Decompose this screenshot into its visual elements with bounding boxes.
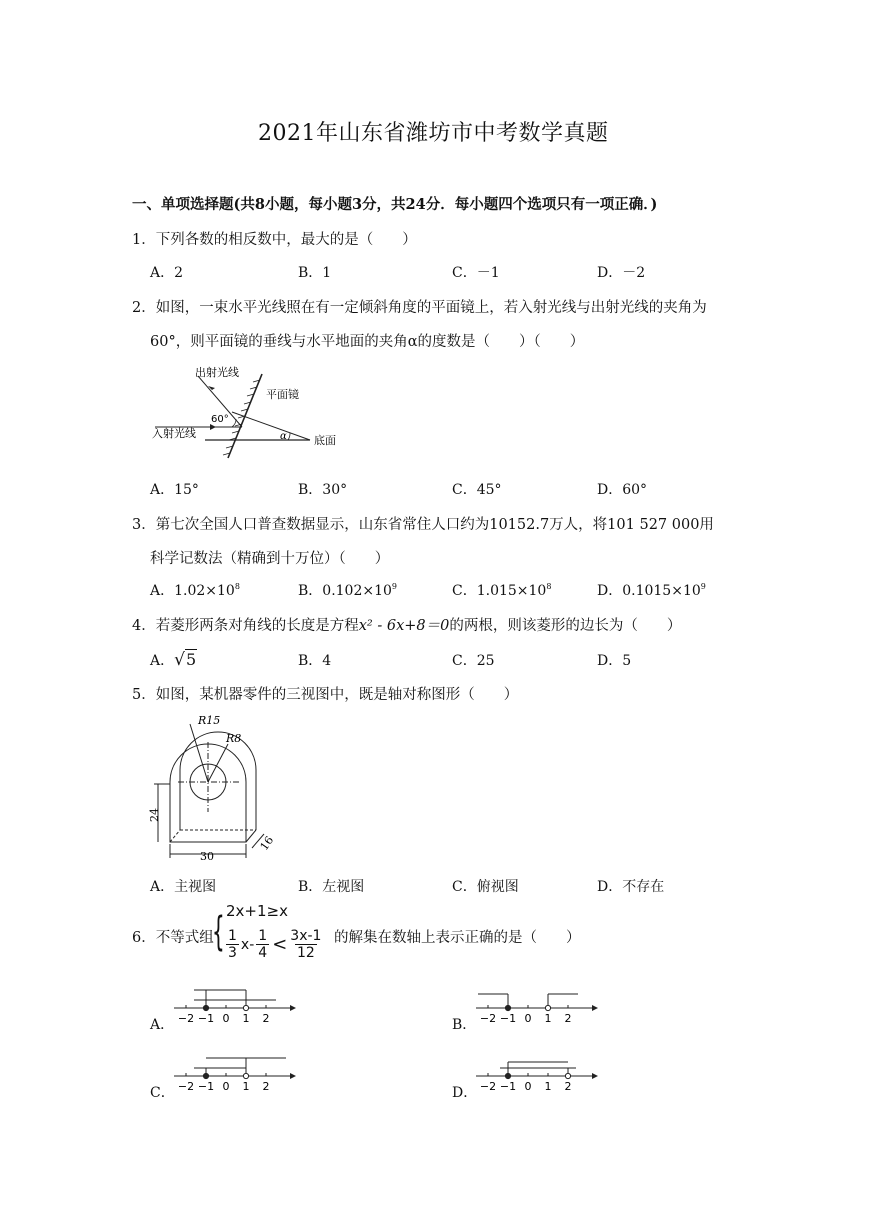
system-brace: { [212, 909, 225, 955]
q2-option-a: A．15° [150, 482, 199, 498]
q4-option-d: D．5 [597, 653, 632, 669]
number-line-a [172, 976, 297, 1026]
inequality-2: 1 3 x- 1 4 < 3x-1 12 [228, 928, 322, 961]
tick-label: 0 [222, 1012, 230, 1025]
q3-option-a: A．$1.02\times 10^8$ [150, 582, 240, 599]
label-16: 16 [257, 833, 277, 853]
number-line-c [172, 1044, 297, 1094]
closed-point [505, 1005, 510, 1010]
q5-option-a: A．主视图 [150, 879, 217, 895]
question-4-stem: 4．若菱形两条对角线的长度是方程x² - 6x+8＝0的两根，则该菱形的边长为（ ） [132, 618, 682, 634]
q6-option-b-letter: B． [452, 1017, 477, 1033]
number-line-d [474, 1044, 599, 1094]
label-30: 30 [200, 850, 214, 863]
label-r15: R15 [198, 714, 221, 727]
q5-option-d: D．不存在 [597, 879, 665, 895]
q3-option-c: C．$1.015\times 10^8$ [452, 582, 552, 599]
number-line-b [474, 976, 599, 1026]
question-6-stem-pre: 6．不等式组 [132, 930, 214, 946]
label-alpha: α [280, 431, 287, 442]
closed-point [505, 1073, 510, 1078]
axis-arrow [290, 1005, 296, 1011]
tick-label: 1 [242, 1080, 250, 1093]
q3-option-b: B．$0.102\times 10^9$ [298, 582, 398, 599]
question-3-stem-line1: 3．第七次全国人口普查数据显示，山东省常住人口约为10152.7万人，将101 527 000用 [132, 517, 714, 533]
question-2-stem-line1: 2．如图，一束水平光线照在有一定倾斜角度的平面镜上，若入射光线与出射光线的夹角为 [132, 300, 707, 316]
open-point [243, 1005, 248, 1010]
axis-arrow [592, 1005, 598, 1011]
tick-label: 0 [524, 1080, 532, 1093]
section-heading: 一、单项选择题(共8小题，每小题3分，共24分．每小题四个选项只有一项正确．) [132, 196, 658, 213]
axis-arrow [290, 1073, 296, 1079]
question-1-stem: 1．下列各数的相反数中，最大的是（ ） [132, 232, 417, 248]
q4-option-b: B．4 [298, 653, 332, 669]
question-2-stem-line2: 60°，则平面镜的垂线与水平地面的夹角α的度数是（ ）（ ） [150, 334, 585, 350]
q5-option-b: B．左视图 [298, 879, 365, 895]
q5-option-c: C．俯视图 [452, 879, 519, 895]
tick-label: 2 [262, 1080, 270, 1093]
label-ground: 底面 [314, 434, 336, 447]
q1-option-a: A．2 [150, 265, 184, 281]
mirror-reflection-figure [150, 362, 360, 462]
tick-label: −2 [177, 1080, 195, 1093]
question-6-stem-post: 的解集在数轴上表示正确的是（ ） [334, 930, 581, 946]
axis-arrow [592, 1073, 598, 1079]
tick-label: −1 [197, 1012, 215, 1025]
tick-label: −2 [177, 1012, 195, 1025]
tick-label: 1 [242, 1012, 250, 1025]
q1-option-c: C．－1 [452, 265, 500, 281]
question-5-stem: 5．如图，某机器零件的三视图中，既是轴对称图形（ ） [132, 687, 519, 703]
label-r8: R8 [226, 732, 242, 745]
closed-point [203, 1073, 208, 1078]
q6-option-d-letter: D． [452, 1085, 478, 1101]
q2-option-c: C．45° [452, 482, 502, 498]
label-mirror: 平面镜 [266, 388, 299, 401]
q2-option-b: B．30° [298, 482, 348, 498]
tick-label: −1 [499, 1012, 517, 1025]
q4-option-c: C．25 [452, 653, 495, 669]
label-outgoing-ray: 出射光线 [195, 366, 239, 379]
tick-label: 0 [524, 1012, 532, 1025]
page-title: 2021年山东省潍坊市中考数学真题 [258, 121, 609, 146]
tick-label: 2 [564, 1080, 572, 1093]
tick-label: −1 [197, 1080, 215, 1093]
tick-label: 1 [544, 1080, 552, 1093]
q6-option-a-letter: A． [150, 1017, 175, 1033]
question-3-stem-line2: 科学记数法（精确到十万位）（ ） [150, 551, 390, 567]
q1-option-d: D．－2 [597, 265, 646, 281]
open-point [565, 1073, 570, 1078]
tick-label: −1 [499, 1080, 517, 1093]
open-point [243, 1073, 248, 1078]
q2-option-d: D．60° [597, 482, 648, 498]
q6-option-c-letter: C． [150, 1085, 175, 1101]
label-angle-60: 60° [211, 414, 229, 425]
q1-option-b: B．1 [298, 265, 332, 281]
label-incident-ray: 入射光线 [152, 427, 196, 440]
tick-label: 2 [262, 1012, 270, 1025]
q3-option-d: D．$0.1015\times 10^9$ [597, 582, 706, 599]
label-24: 24 [148, 808, 161, 822]
closed-point [203, 1005, 208, 1010]
tick-label: −2 [479, 1012, 497, 1025]
tick-label: −2 [479, 1080, 497, 1093]
tick-label: 1 [544, 1012, 552, 1025]
q4-option-a: A．√5 [150, 650, 197, 670]
tick-label: 0 [222, 1080, 230, 1093]
tick-label: 2 [564, 1012, 572, 1025]
inequality-1: 2x+1≥x [226, 902, 288, 920]
machine-part-figure [150, 712, 280, 862]
open-point [545, 1005, 550, 1010]
